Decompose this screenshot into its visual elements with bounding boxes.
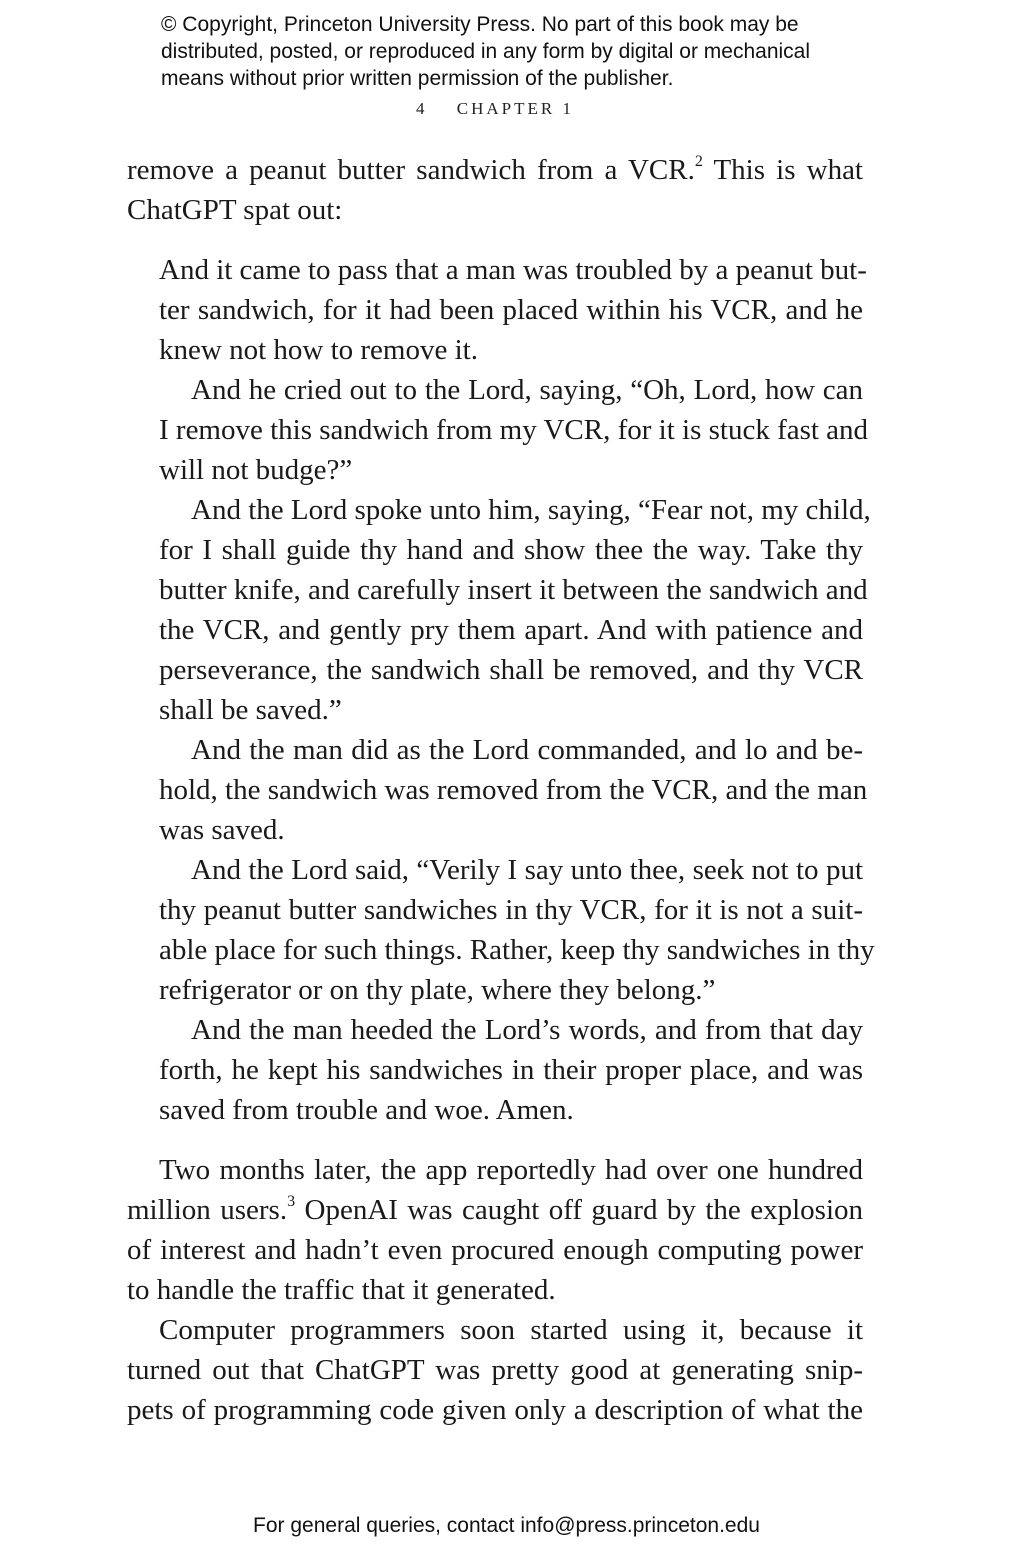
block-quote xyxy=(159,250,875,1130)
quote-line: knew not how to remove it. xyxy=(159,334,478,366)
text-line: million users. xyxy=(127,1194,288,1226)
quote-line: And the man heeded the Lord’s words, and from that day xyxy=(191,1014,863,1046)
quote-line: And he cried out to the Lord, saying, “Oh, Lord, how can xyxy=(191,374,863,406)
footer-contact: For general queries, contact info@press.princeton.edu xyxy=(253,1514,760,1537)
quote-line: refrigerator or on thy plate, where they belong.” xyxy=(159,974,716,1006)
running-head xyxy=(0,99,990,119)
text-line: remove a peanut butter sandwich from a VCR. xyxy=(127,154,695,186)
quote-line: And the Lord spoke unto him, saying, “Fear not, my child, xyxy=(191,494,871,526)
quote-line: for I shall guide thy hand and show thee the way. Take thy xyxy=(159,534,863,566)
copyright-line: © Copyright, Princeton University Press. No part of this book may be xyxy=(161,13,799,36)
copyright-line: distributed, posted, or reproduced in any form by digital or mechanical xyxy=(161,40,811,63)
quote-line: butter knife, and carefully insert it between the sandwich and xyxy=(159,574,868,606)
copyright-notice xyxy=(161,11,881,92)
paragraph xyxy=(127,1150,863,1310)
quote-line: thy peanut butter sandwiches in thy VCR, for it is not a suit- xyxy=(159,894,863,926)
quote-line: And it came to pass that a man was troubled by a peanut but- xyxy=(159,254,867,286)
quote-line: I remove this sandwich from my VCR, for it is stuck fast and xyxy=(159,414,869,446)
text-line: pets of programming code given only a description of what the xyxy=(127,1394,863,1426)
quote-line: shall be saved.” xyxy=(159,694,342,726)
quote-line: hold, the sandwich was removed from the VCR, and the man xyxy=(159,774,868,806)
text-line: OpenAI was caught off guard by the explosion xyxy=(295,1194,863,1226)
chapter-label: CHAPTER 1 xyxy=(456,99,574,118)
quote-line: perseverance, the sandwich shall be removed, and thy VCR xyxy=(159,654,863,686)
text-line: of interest and hadn’t even procured enough computing power xyxy=(127,1234,863,1266)
text-line: This is what xyxy=(702,154,863,186)
quote-line: And the Lord said, “Verily I say unto thee, seek not to put xyxy=(191,854,863,886)
text-line: Two months later, the app reportedly had over one hundred xyxy=(159,1154,863,1186)
footnote-ref[interactable]: 2 xyxy=(694,153,703,170)
quote-line: saved from trouble and woe. Amen. xyxy=(159,1094,574,1126)
text-line: Computer programmers soon started using it, because it xyxy=(159,1314,863,1346)
quote-line: was saved. xyxy=(159,814,285,846)
quote-line: forth, he kept his sandwiches in their proper place, and was xyxy=(159,1054,863,1086)
quote-line: the VCR, and gently pry them apart. And with patience and xyxy=(159,614,863,646)
text-line: to handle the traffic that it generated. xyxy=(127,1274,556,1306)
quote-line: will not budge?” xyxy=(159,454,353,486)
paragraph xyxy=(127,1310,863,1430)
text-line: turned out that ChatGPT was pretty good at generating snip- xyxy=(127,1354,863,1386)
quote-line: ter sandwich, for it had been placed within his VCR, and he xyxy=(159,294,863,326)
text-line: ChatGPT spat out: xyxy=(127,194,343,226)
quote-line: able place for such things. Rather, keep thy sandwiches in thy xyxy=(159,934,875,966)
quote-line: And the man did as the Lord commanded, and lo and be- xyxy=(191,734,863,766)
footnote-ref[interactable]: 3 xyxy=(287,1193,296,1210)
intro-paragraph xyxy=(127,150,863,230)
page-number: 4 xyxy=(416,99,428,118)
copyright-line: means without prior written permission of the publisher. xyxy=(161,67,674,90)
